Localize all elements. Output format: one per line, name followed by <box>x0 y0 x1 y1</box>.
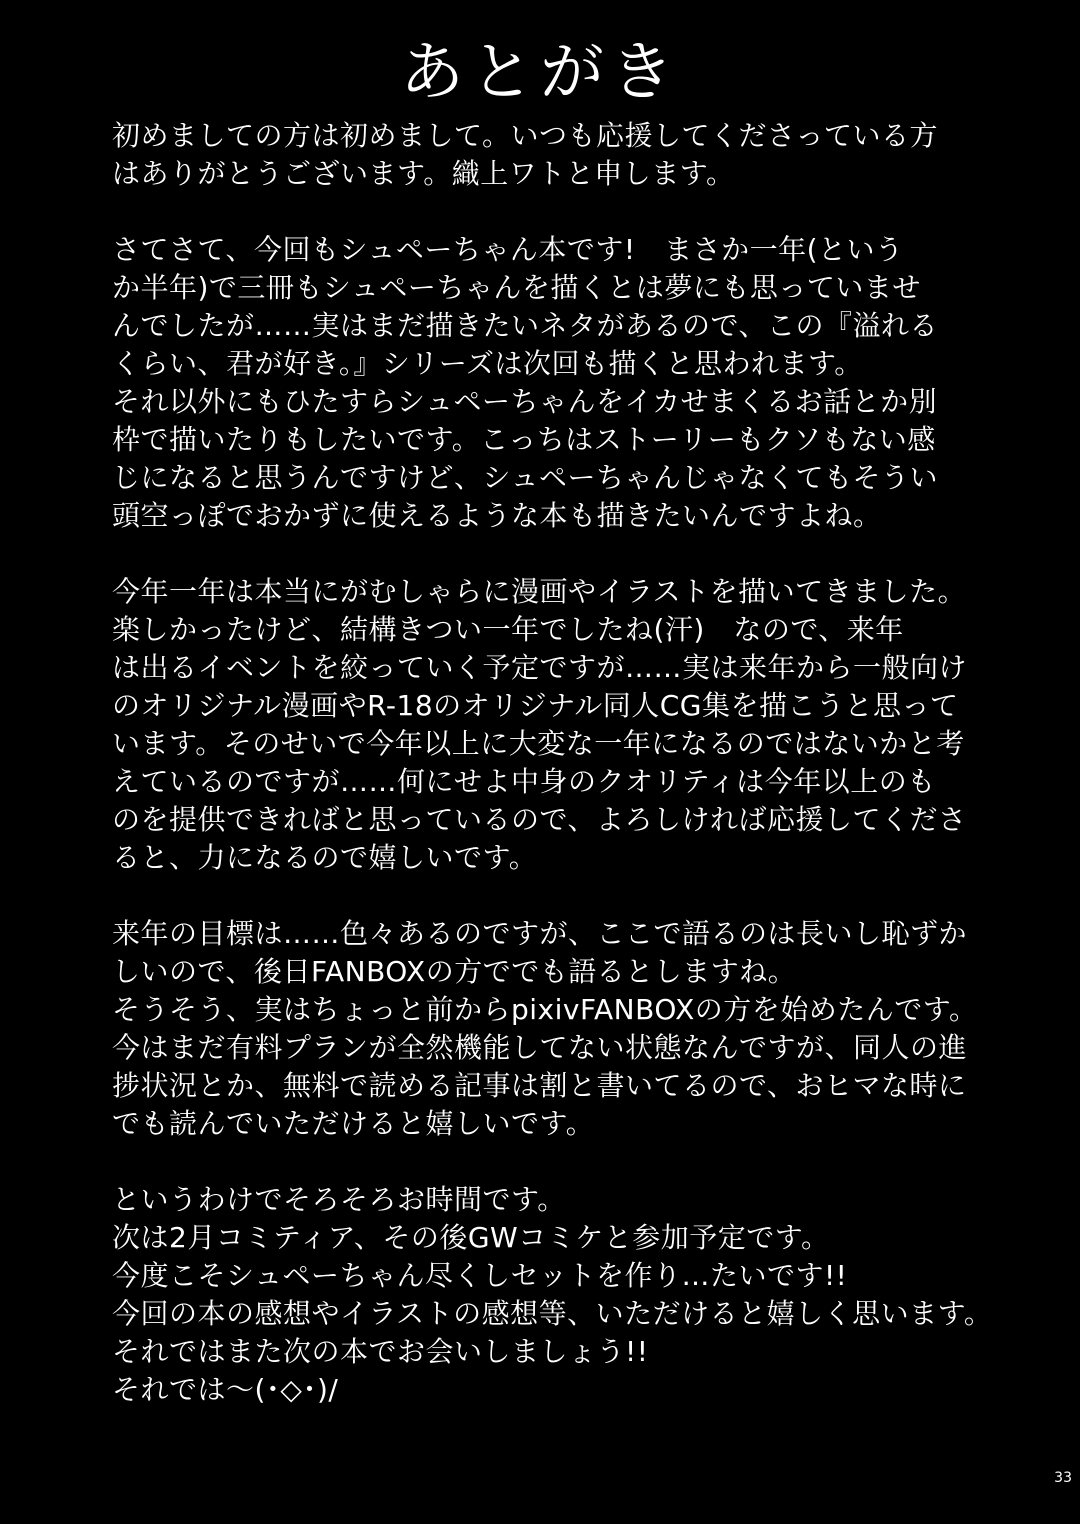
paragraph <box>112 231 1012 535</box>
text-line: ると、力になるので嬉しいです。 <box>112 841 538 874</box>
paragraph <box>112 1181 1012 1409</box>
text-line: 初めましての方は初めまして。いつも応援してくださっている方 <box>112 119 938 152</box>
text-line: じになると思うんですけど、シュペーちゃんじゃなくてもそうい <box>112 461 938 494</box>
paragraph <box>112 573 1012 877</box>
text-line: 捗状況とか、無料で読める記事は割と書いてるので、おヒマな時に <box>112 1069 967 1102</box>
text-line: はありがとうございます。織上ワトと申します。 <box>112 157 735 190</box>
text-line: は出るイベントを絞っていく予定ですが……実は来年から一般向け <box>112 651 968 684</box>
text-line: 今年一年は本当にがむしゃらに漫画やイラストを描いてきました。 <box>112 575 967 608</box>
text-line: でも読んでいただけると嬉しいです。 <box>112 1107 595 1140</box>
text-line: えているのですが……何にせよ中身のクオリティは今年以上のも <box>112 765 936 798</box>
text-line: しいので、後日FANBOXの方ででも語るとしますね。 <box>112 955 797 988</box>
text-line: 次は2月コミティア、その後GWコミケと参加予定です。 <box>112 1221 830 1254</box>
page-title: あとがき <box>400 36 680 110</box>
text-line: 今度こそシュペーちゃん尽くしセットを作り…たいです!! <box>112 1259 848 1292</box>
text-line: そうそう、実はちょっと前からpixivFANBOXの方を始めたんです。 <box>112 993 978 1026</box>
text-line: くらい、君が好き。』シリーズは次回も描くと思われます。 <box>112 347 863 380</box>
text-line: 枠で描いたりもしたいです。こっちはストーリーもクソもない感 <box>112 423 936 456</box>
text-line: さてさて、今回もシュペーちゃん本です! まさか一年(という <box>112 233 904 266</box>
text-line: のオリジナル漫画やR-18のオリジナル同人CG集を描こうと思って <box>112 689 959 722</box>
text-line: のを提供できればと思っているので、よろしければ応援してくださ <box>112 803 967 836</box>
text-line: 頭空っぽでおかずに使えるような本も描きたいんですよね。 <box>112 499 882 532</box>
text-line: それ以外にもひたすらシュペーちゃんをイカせまくるお話とか別 <box>112 385 938 418</box>
text-line: 楽しかったけど、結構きつい一年でしたね(汗) なので、来年 <box>112 613 904 646</box>
text-line: 来年の目標は……色々あるのですが、ここで語るのは長いし恥ずか <box>112 917 968 950</box>
text-line: います。そのせいで今年以上に大変な一年になるのではないかと考 <box>112 727 965 760</box>
paragraph <box>112 117 1012 193</box>
text-line: それでは～(･◇･)/ <box>112 1373 339 1406</box>
text-line: か半年)で三冊もシュペーちゃんを描くとは夢にも思っていませ <box>112 271 921 304</box>
text-line: というわけでそろそろお時間です。 <box>112 1183 566 1216</box>
text-line: それではまた次の本でお会いしましょう!! <box>112 1335 649 1368</box>
text-line: 今回の本の感想やイラストの感想等、いただけると嬉しく思います。 <box>112 1297 993 1330</box>
text-line: 今はまだ有料プランが全然機能してない状態なんですが、同人の進 <box>112 1031 968 1064</box>
afterword-body <box>112 117 1012 1409</box>
page-number: 33 <box>1054 1470 1072 1486</box>
paragraph <box>112 915 1012 1143</box>
text-line: んでしたが……実はまだ描きたいネタがあるので、この『溢れる <box>112 309 938 342</box>
